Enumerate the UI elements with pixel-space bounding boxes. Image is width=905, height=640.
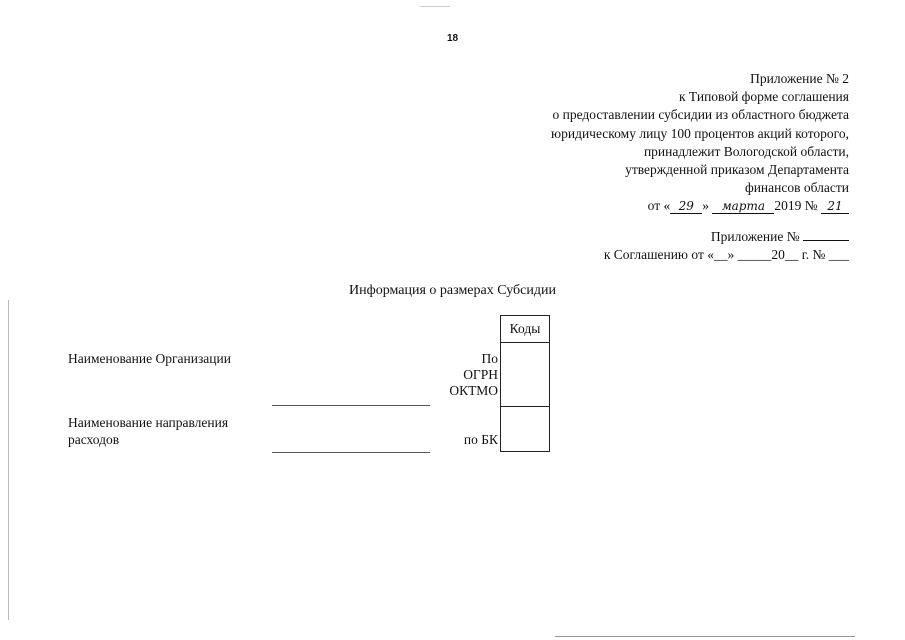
scan-edge (8, 300, 9, 620)
page-number: 18 (447, 33, 459, 44)
direction-label-cont: расходов (68, 432, 120, 447)
appendix-label: Приложение № (710, 229, 800, 244)
header-line: принадлежит Вологодской области, (643, 143, 849, 159)
header-line: Приложение № 2 (750, 71, 849, 86)
header-line: финансов области (744, 180, 849, 196)
agreement-appendix (604, 228, 849, 264)
direction-underline (272, 452, 430, 453)
handwritten-number: 21 (821, 200, 849, 214)
date-mid: » (702, 198, 709, 214)
codes-header: Коды (501, 316, 549, 343)
code-label-oktmo: ОКТМО (449, 383, 498, 398)
header-line: к Типовой форме соглашения (679, 89, 849, 105)
date-year: 2019 № (774, 198, 818, 214)
codes-cell-org (501, 343, 549, 407)
code-label-ogrn: ОГРН (463, 367, 498, 382)
document-title: Информация о размерах Субсидии (349, 283, 556, 298)
date-line (551, 197, 849, 215)
appendix-line (604, 228, 849, 246)
appendix-line: к Соглашению от «__» _____20__ г. № ___ (603, 247, 849, 262)
blank-field (803, 240, 849, 241)
direction-label: Наименование направления (68, 415, 229, 430)
handwritten-day: 29 (670, 200, 702, 214)
handwritten-month: марта (712, 200, 774, 214)
code-label-po: По (481, 351, 498, 366)
date-prefix: от « (647, 198, 671, 214)
approval-header (551, 70, 849, 216)
header-line: утвержденной приказом Департамента (625, 162, 849, 178)
org-label: Наименование Организации (68, 351, 231, 366)
header-line: о предоставлении субсидии из областного бюджета (552, 107, 849, 123)
org-name-underline (272, 405, 430, 406)
codes-table (500, 315, 550, 452)
scan-artifact (420, 6, 450, 7)
code-label-bk: по БК (463, 432, 498, 447)
header-line: юридическому лицу 100 процентов акций которого, (551, 125, 849, 141)
scan-artifact (555, 636, 855, 637)
